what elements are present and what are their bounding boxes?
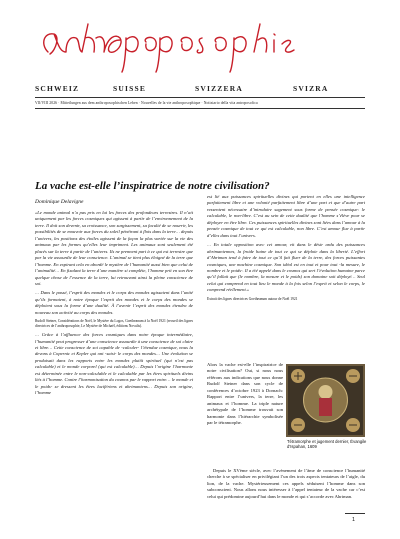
quote-paragraph: … En totale opposition avec cet amour, vit dans le désir ardu des puissances ahrimaniennes, la froide haine de tout ce qui se déploie dans la liberté. L’effort d’Ahriman tend à faire de tout ce qu’il fait fluer de la terre, des forces puissantes cosmiques, une machine cosmique. Son idéal est en tout et pour tout -la mesure, le nombre et le poids-. Il a été appelé dans le cosmos qui sert l’évolution humaine parce qu’il fallait que (le nombre, la mesure et le poids) son domaine soit déployé… Seul celui qui comprend en tout lieu le monde à la fois selon l’esprit et selon le corps, le comprend réellement.» <box>207 242 365 293</box>
source-note: Extrait des lignes directrices Goetheanum autour de Noël 1921 <box>207 296 298 301</box>
left-column <box>35 210 193 400</box>
body-paragraph: Depuis le XVème siècle, avec l’avènement de l’âme de conscience l’humanité cherche à se spécialiser en privilégiant l’un des trois aspects tentateurs de l’aigle, du lion, de la vache. Mystérieusement ces appels séduisent l’homme dans son subconscient. Nous allons nous intéresser à l’appel tentateur de la vache car c’est celui qui prédomine aujourd’hui dans le monde et qui s’accorde avec Ahriman. <box>207 468 365 499</box>
anthroposophie-logo <box>30 14 370 74</box>
masthead-rule <box>35 97 365 98</box>
quote-paragraph: «Le monde animal n’a pas pris en lui les forces des profondeurs terrestres. Il n’ait uniquement par les forces cosmiques qui agissent à partir de l’environnement de la terre. Il doit son devenir, sa croissance, son surgissement, sa faculté de se nourrir, les possibilités de se mouvoir aux forces du soleil pénétrant à flots dans la terre… depuis l’univers, les positions des étoiles agissent de la façon la plus variée sur la vie des animaux par les formes qu’elles leur impriment. Les animaux sont seulement été placés sur la terre à partir de l’univers. Ils ne prennent part à ce qui est terrestre que par la vie assourdie de leur conscience. L’animal se tient plus éloigné de la terre que l’homme. En expirant cela en abordé le mystère de l’humanité aussi bien que celui de l’animalité… En fixalant la terre d’une manière si complète, l’homme prit en son être quelque chose de l’essence de la terre, lui retrouvant ainsi la pleine conscience de soi. <box>35 210 193 286</box>
body-paragraph-2 <box>207 468 365 503</box>
country-suisse: SUISSE <box>113 84 147 93</box>
page-number-rule <box>345 513 365 514</box>
country-schweiz: SCHWEIZ <box>35 84 80 93</box>
right-column <box>207 194 365 305</box>
article-author: Dominique Delavigne <box>35 199 84 205</box>
image-caption: Tétramorphe et jugement dernier, Évangile d’Ispahan, 1609 <box>287 439 367 450</box>
page-number: 1 <box>352 517 356 523</box>
tetramorph-image <box>286 364 365 437</box>
country-svizzera: SVIZZERA <box>195 84 243 93</box>
country-svizra: SVIZRA <box>293 84 329 93</box>
masthead-rule-bottom <box>35 108 365 109</box>
article-title: La vache est-elle l’inspiratrice de notre civilisation? <box>35 180 270 192</box>
masthead-subline: VII/VIII 2026 · Mitteilungen aus dem anthroposophischen Leben · Nouvelles de la vie anthroposophique · Notiziario della vita antroposofica <box>35 101 258 105</box>
quote-paragraph: … Grâce à l’affluence des forces cosmiques dans notre époque intermédiaire, l’humanité peut progresser d’une conscience assourdie à une conscience de soi claire et libre… Cette conscience de soi capable de -calculer- l’étendue cosmique, nous la devons à Copernic et Kepler qui ont -saisi- le corps des mondes… Une évolution se produisait dans les rapports entre les mondes plutôt spirituel (qui n’est pas calculable) et le monde corporel (qui est calculable)… Depuis l’origine l’harmonie est déterminée entre le non-calculable et le calculable par les êtres spirituels divins liés à l’homme. Contre l’harmonisation du cosmos par le rapport entre… le monde et le poids- se dressent les êtres lucifériens et ahrimaniens… Depuis son origine, l’homme <box>35 332 193 396</box>
masthead-logo <box>30 14 370 74</box>
quote-paragraph: … Dans le passé, l’esprit des mondes et le corps des mondes agissaient dans l’unité qu’ils formaient, à notre époque l’esprit des mondes et le corps des mondes se déploient sous la forme d’une dualité. À l’avenir l’esprit des mondes étendra de nouveau son activité au corps des mondes. <box>35 290 193 315</box>
country-names <box>35 84 365 96</box>
quote-paragraph: est lié aux puissances spirituelles divines qui portent en elles une intelligence parfaitement libre et une volonté parfaitement libre d’une part et que d’autre part ressentent nécessaire d’introduire sagement sous forme de pensée cosmique: le calculable, le non-libre. C’est au sein de cette dualité que l’homme s’élève pour se déployer en être libre. Ces puissances spirituelles divines sont liées dans l’amour à la pensée cosmique de tout ce qui est calculable, non libre. C’est amour flue à partir d’elles dans tout l’univers. <box>207 194 365 238</box>
body-paragraph: Alors la vache est-elle l’inspiratrice de notre civilisation? Oui, si nous nous référons aux indications que nous donne Rudolf Steiner dans son cycle de conférences d’octobre 1923 à Dornach: Rapport entre l’univers, la terre, les animaux et l’homme. La triple nature archétypale de l’homme trouvait son harmonie dans l’hiérarchie symbolisée par le tétramorphe. <box>207 362 283 426</box>
source-note: Rudolf Steiner, Considérations de Noël, le Mystère du Logos, Goetheanum à la Noël 1921 (recueil des lignes directrices de l’anthroposophie, Le Mystère de Michaël, éditions Novalis). <box>35 319 193 329</box>
